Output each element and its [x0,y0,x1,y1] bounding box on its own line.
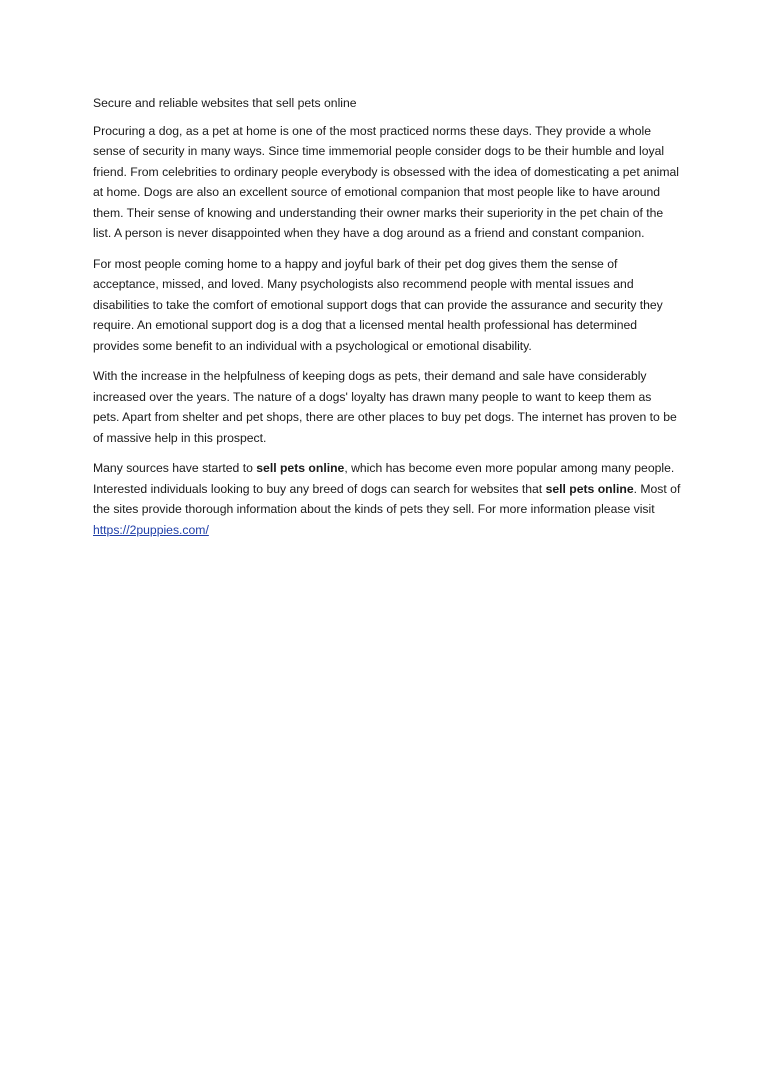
paragraph-4-text-3: . Most of the sites provide thorough information about the kinds of pets they sell. For more information please visit [93,481,681,516]
paragraph-4-text-1: Many sources have started to [93,461,257,475]
paragraph-4-text-2: , which has become even more popular among many people. Interested individuals looking to buy any breed of dogs can search for websites that [93,461,675,496]
puppies-website-link[interactable]: https://2puppies.com/ [93,522,209,537]
paragraph-3: With the increase in the helpfulness of keeping dogs as pets, their demand and sale have considerably increased over the years. The nature of a dogs' loyalty has drawn many people to want to keep them as pets. Apart from shelter and pet shops, there are other places to buy pet dogs. The internet has proven to be of massive help in this prospect. [93,369,677,445]
document-body [93,93,681,550]
sell-pets-online-bold-2: sell pets online [545,481,634,496]
paragraph-4 [93,458,681,540]
document-title: Secure and reliable websites that sell pets online [93,96,357,110]
paragraph-2: For most people coming home to a happy and joyful bark of their pet dog gives them the sense of acceptance, missed, and loved. Many psychologists also recommend people with mental issues and disabilities to take the comfort of emotional support dogs that can provide the assurance and security they require. An emotional support dog is a dog that a licensed mental health professional has determined provides some benefit to an individual with a psychological or emotional disability. [93,256,663,353]
paragraph-1: Procuring a dog, as a pet at home is one of the most practiced norms these days. They provide a whole sense of security in many ways. Since time immemorial people consider dogs to be their humble and loyal friend. From celebrities to ordinary people everybody is obsessed with the idea of domesticating a pet animal at home. Dogs are also an excellent source of emotional companion that most people like to have around them. Their sense of knowing and understanding their owner marks their superiority in the pet chain of the list. A person is never disappointed when they have a dog around as a friend and constant companion. [93,123,679,240]
sell-pets-online-bold-1: sell pets online [256,461,345,475]
